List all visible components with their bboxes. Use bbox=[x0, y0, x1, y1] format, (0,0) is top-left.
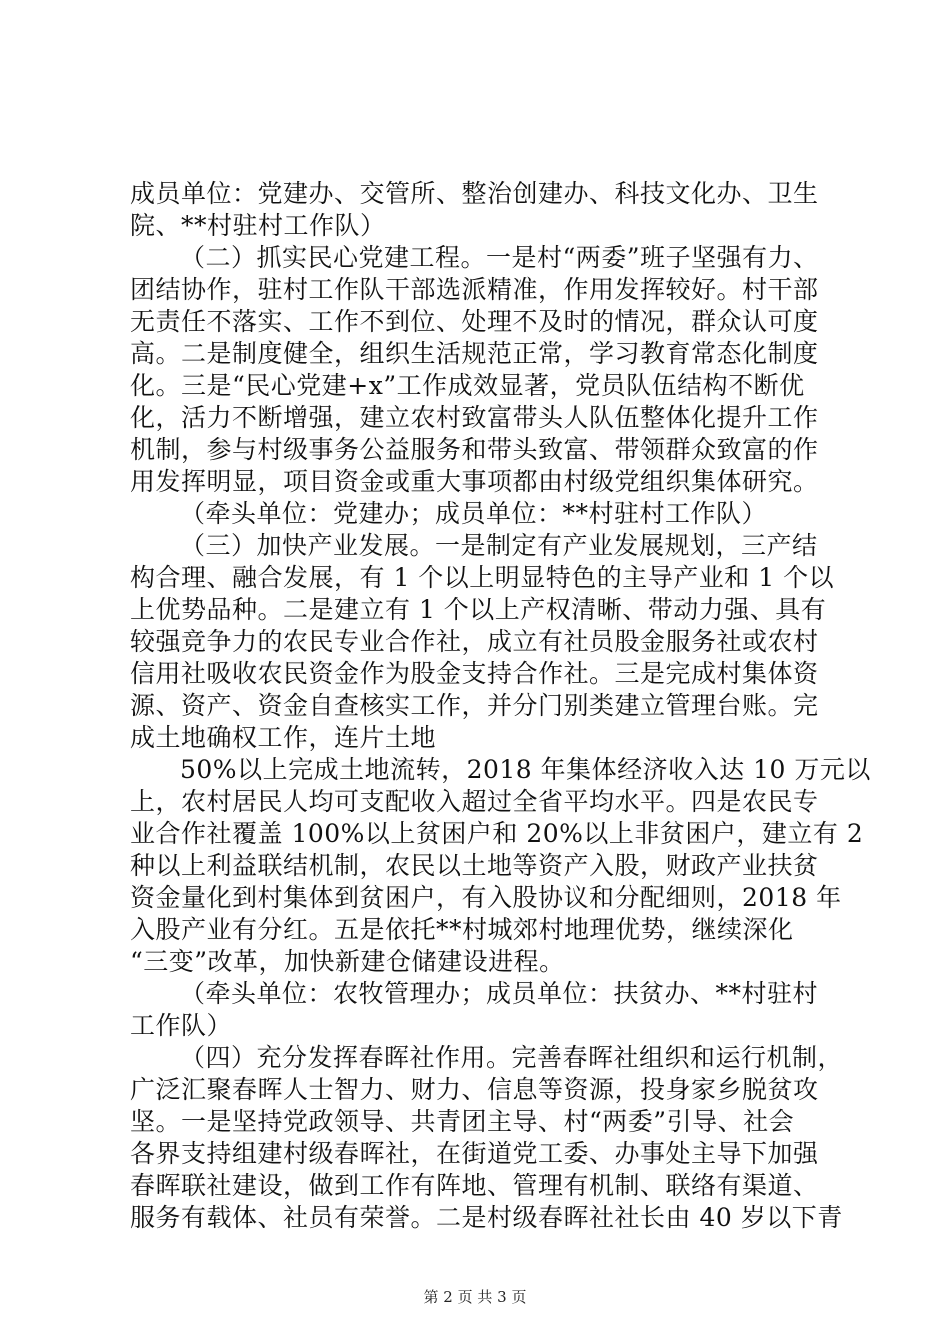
text-line: 成土地确权工作，连片土地 bbox=[130, 723, 437, 752]
text-line: 构合理、融合发展，有 1 个以上明显特色的主导产业和 1 个以 bbox=[130, 563, 835, 592]
text-line: 源、资产、资金自查核实工作，并分门别类建立管理台账。完 bbox=[130, 691, 819, 720]
text-line: 较强竞争力的农民专业合作社，成立有社员股金服务社或农村 bbox=[130, 627, 819, 656]
text-line: 上，农村居民人均可支配收入超过全省平均水平。四是农民专 bbox=[130, 787, 819, 816]
text-line: 高。二是制度健全，组织生活规范正常，学习教育常态化制度 bbox=[130, 339, 819, 368]
responsible-units-line: （牵头单位：党建办；成员单位：**村驻村工作队） bbox=[180, 499, 768, 528]
text-line: 工作队） bbox=[130, 1011, 233, 1040]
text-line: 业合作社覆盖 100%以上贫困户和 20%以上非贫困户，建立有 2 bbox=[130, 819, 864, 848]
text-line: 入股产业有分红。五是依托**村城郊村地理优势，继续深化 bbox=[130, 915, 794, 944]
paragraph-start-line: （二）抓实民心党建工程。一是村“两委”班子坚强有力、 bbox=[180, 243, 819, 272]
text-line: 化，活力不断增强，建立农村致富带头人队伍整体化提升工作 bbox=[130, 403, 819, 432]
text-line: 无责任不落实、工作不到位、处理不及时的情况，群众认可度 bbox=[130, 307, 819, 336]
text-line: 服务有载体、社员有荣誉。二是村级春晖社社长由 40 岁以下青 bbox=[130, 1203, 843, 1232]
text-line: 信用社吸收农民资金作为股金支持合作社。三是完成村集体资 bbox=[130, 659, 819, 688]
text-line: 化。三是“民心党建+x”工作成效显著，党员队伍结构不断优 bbox=[130, 371, 805, 400]
text-line: 机制，参与村级事务公益服务和带头致富、带领群众致富的作 bbox=[130, 435, 819, 464]
responsible-units-line: （牵头单位：农牧管理办；成员单位：扶贫办、**村驻村 bbox=[180, 979, 819, 1008]
paragraph-start-line: （三）加快产业发展。一是制定有产业发展规划，三产结 bbox=[180, 531, 818, 560]
text-line: 各界支持组建村级春晖社，在街道党工委、办事处主导下加强 bbox=[130, 1139, 819, 1168]
text-line: “三变”改革，加快新建仓储建设进程。 bbox=[130, 947, 565, 976]
text-line: 广泛汇聚春晖人士智力、财力、信息等资源，投身家乡脱贫攻 bbox=[130, 1075, 819, 1104]
text-line: 成员单位：党建办、交管所、整治创建办、科技文化办、卫生 bbox=[130, 179, 819, 208]
text-line: 春晖联社建设，做到工作有阵地、管理有机制、联络有渠道、 bbox=[130, 1171, 819, 1200]
text-line: 用发挥明显，项目资金或重大事项都由村级党组织集体研究。 bbox=[130, 467, 819, 496]
text-line: 种以上利益联结机制，农民以土地等资产入股，财政产业扶贫 bbox=[130, 851, 819, 880]
page-number-footer: 第 2 页 共 3 页 bbox=[423, 1288, 527, 1306]
text-line: 上优势品种。二是建立有 1 个以上产权清晰、带动力强、具有 bbox=[130, 595, 827, 624]
text-line: 坚。一是坚持党政领导、共青团主导、村“两委”引导、社会 bbox=[130, 1107, 795, 1136]
text-line: 资金量化到村集体到贫困户，有入股协议和分配细则，2018 年 bbox=[130, 883, 842, 912]
text-line: 院、**村驻村工作队） bbox=[130, 211, 386, 240]
paragraph-start-line: （四）充分发挥春晖社作用。完善春晖社组织和运行机制， bbox=[180, 1043, 844, 1072]
text-line: 团结协作，驻村工作队干部选派精准，作用发挥较好。村干部 bbox=[130, 275, 819, 304]
paragraph-start-line: 50%以上完成土地流转，2018 年集体经济收入达 10 万元以 bbox=[180, 755, 871, 784]
